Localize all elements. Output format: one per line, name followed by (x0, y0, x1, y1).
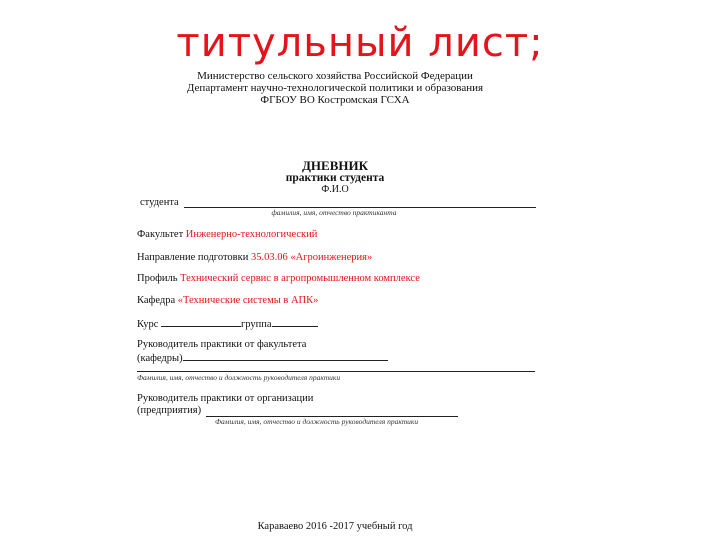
supervisor-faculty-line2: (кафедры) (137, 353, 183, 364)
profile-label: Профиль (137, 273, 178, 284)
student-hint: фамилия, имя, отчество практиканта (271, 208, 397, 217)
supervisor-faculty-line1: Руководитель практики от факультета (137, 339, 307, 350)
group-blank (272, 317, 318, 327)
academy-line: ФГБОУ ВО Костромская ГСХА (260, 94, 410, 106)
department-value: «Технические системы в АПК» (177, 295, 319, 306)
supervisor-faculty-underline (137, 371, 535, 372)
department-label: Кафедра (137, 295, 176, 306)
profile-value: Технический сервис в агропромышленном комплексе (180, 273, 420, 284)
direction-row (137, 252, 372, 263)
course-label: Курс (137, 319, 159, 330)
ministry-line: Министерство сельского хозяйства Российской Федерации (197, 70, 473, 82)
supervisor-org-hint: Фамилия, имя, отчество и должность руководителя практики (215, 417, 419, 426)
supervisor-faculty-hint: Фамилия, имя, отчество и должность руководителя практики (137, 373, 341, 382)
faculty-value: Инженерно-технологический (185, 229, 318, 240)
slide-title: титульный лист; (176, 20, 544, 66)
diary-title: ДНЕВНИК (301, 158, 369, 173)
faculty-label: Факультет (137, 229, 184, 240)
department-line: Департамент научно-технологической политики и образования (186, 82, 484, 94)
diary-subtitle: практики студента (285, 172, 385, 184)
fio-label: Ф.И.О (321, 184, 349, 195)
faculty-row (137, 229, 317, 240)
supervisor-faculty-blank (183, 351, 388, 361)
direction-value: 35.03.06 «Агроинженерия» (250, 252, 373, 263)
academic-year-footer: Караваево 2016 -2017 учебный год (257, 521, 413, 532)
course-group-row (137, 317, 318, 330)
supervisor-org-line2: (предприятия) (137, 405, 202, 416)
department-row (137, 295, 318, 306)
group-label: группа (241, 319, 272, 330)
course-blank (161, 317, 241, 327)
supervisor-org-line1: Руководитель практики от организации (137, 393, 314, 404)
profile-row (137, 273, 420, 284)
direction-label: Направление подготовки (137, 252, 249, 263)
student-label: студента (140, 197, 179, 208)
supervisor-faculty-row (137, 351, 388, 364)
